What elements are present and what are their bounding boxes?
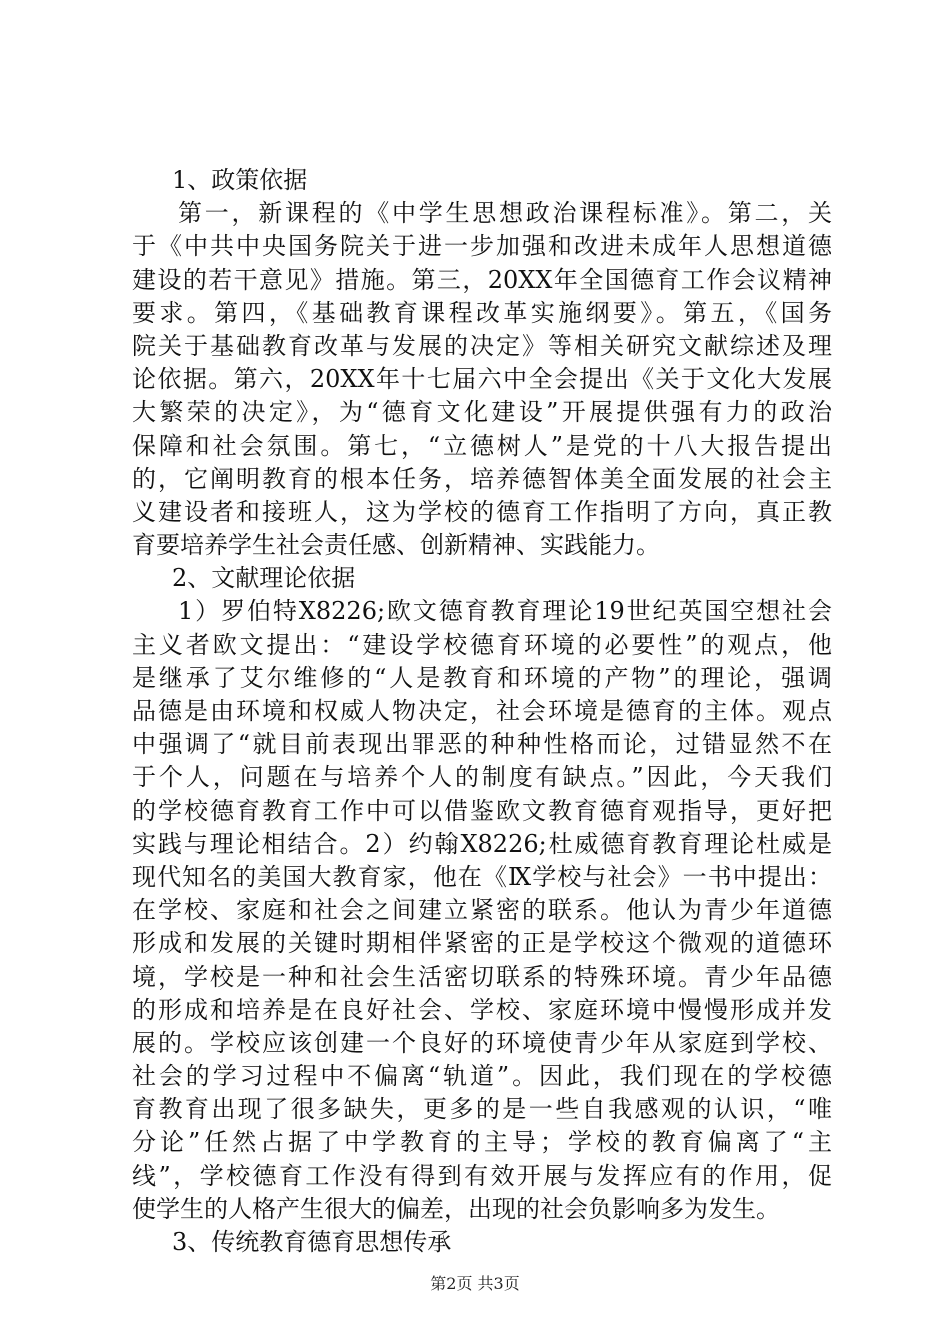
paragraph-line: 论依据。第六，20XX年十七届六中全会提出《关于文化大发展 — [132, 365, 832, 394]
paragraph-line: 育要培养学生社会责任感、创新精神、实践能力。 — [132, 531, 660, 560]
paragraph-line: 于个人，问题在与培养个人的制度有缺点。”因此，今天我们 — [132, 763, 832, 792]
paragraph-line: 第一，新课程的《中学生思想政治课程标准》。第二，关 — [178, 199, 832, 228]
paragraph-line: 大繁荣的决定》，为“德育文化建设”开展提供强有力的政治 — [132, 398, 832, 427]
paragraph-line: 的，它阐明教育的根本任务，培养德智体美全面发展的社会主 — [132, 464, 832, 493]
paragraph-line: 形成和发展的关键时期相伴紧密的正是学校这个微观的道德环 — [132, 929, 832, 958]
document-body — [132, 164, 832, 1259]
paragraph-line: 使学生的人格产生很大的偏差，出现的社会负影响多为发生。 — [132, 1194, 780, 1223]
section-heading: 3、传统教育德育思想传承 — [172, 1228, 452, 1256]
section-heading: 2、文献理论依据 — [172, 564, 356, 593]
paragraph-line: 义建设者和接班人，这为学校的德育工作指明了方向，真正教 — [132, 497, 832, 526]
page-footer: 第2页 共3页 — [430, 1274, 520, 1293]
paragraph-line: 境，学校是一种和社会生活密切联系的特殊环境。青少年品德 — [132, 962, 832, 991]
paragraph-line: 品德是由环境和权威人物决定，社会环境是德育的主体。观点 — [132, 697, 832, 725]
paragraph-line: 1）罗伯特X8226;欧文德育教育理论19世纪英国空想社会 — [178, 597, 832, 626]
paragraph-line: 要求。第四，《基础教育课程改革实施纲要》。第五，《国务 — [132, 298, 832, 327]
paragraph-line: 院关于基础教育改革与发展的决定》等相关研究文献综述及理 — [132, 331, 832, 360]
section-heading: 1、政策依据 — [172, 166, 308, 194]
paragraph-line: 育教育出现了很多缺失，更多的是一些自我感观的认识，“唯 — [132, 1095, 832, 1124]
paragraph-line: 现代知名的美国大教育家，他在《Ⅸ学校与社会》一书中提出： — [132, 862, 832, 891]
paragraph-line: 线”，学校德育工作没有得到有效开展与发挥应有的作用，促 — [132, 1161, 832, 1190]
paragraph-line: 于《中共中央国务院关于进一步加强和改进未成年人思想道德 — [132, 232, 832, 261]
paragraph-line: 中强调了“就目前表现出罪恶的种种性格而论，过错显然不在 — [132, 730, 832, 759]
paragraph-line: 展的。学校应该创建一个良好的环境使青少年从家庭到学校、 — [132, 1028, 832, 1057]
paragraph-line: 的形成和培养是在良好社会、学校、家庭环境中慢慢形成并发 — [132, 995, 832, 1024]
paragraph-line: 分论”任然占据了中学教育的主导；学校的教育偏离了“主 — [132, 1128, 832, 1157]
paragraph-line: 建设的若干意见》措施。第三，20XX年全国德育工作会议精神 — [132, 265, 832, 294]
paragraph-line: 社会的学习过程中不偏离“轨道”。因此，我们现在的学校德 — [132, 1062, 832, 1091]
paragraph-line: 主义者欧文提出：“建设学校德育环境的必要性”的观点，他 — [132, 630, 832, 659]
paragraph-line: 的学校德育教育工作中可以借鉴欧文教育德育观指导，更好把 — [132, 796, 832, 825]
paragraph-line: 是继承了艾尔维修的“人是教育和环境的产物”的理论，强调 — [132, 663, 832, 692]
paragraph-line: 保障和社会氛围。第七，“立德树人”是党的十八大报告提出 — [132, 431, 832, 460]
paragraph-line: 在学校、家庭和社会之间建立紧密的联系。他认为青少年道德 — [132, 896, 832, 925]
paragraph-line: 实践与理论相结合。2）约翰X8226;杜威德育教育理论杜威是 — [132, 829, 832, 858]
